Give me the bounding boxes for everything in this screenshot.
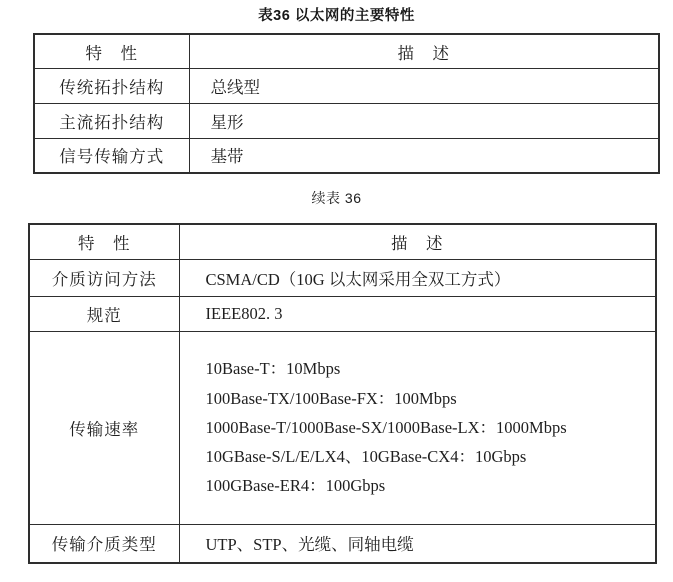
- table1-row1-feature: 传统拓扑结构: [34, 69, 189, 104]
- table1-row2-description: 星形: [189, 103, 659, 138]
- table1-row1-description: 总线型: [189, 69, 659, 104]
- table1-row3-description: 基带: [189, 138, 659, 173]
- ethernet-features-table-part1: [33, 33, 660, 174]
- table-title: 表36 以太网的主要特性: [258, 8, 415, 24]
- ethernet-features-table-part2: [28, 223, 657, 564]
- table2-feature-header: 特 性: [29, 224, 179, 259]
- table2-row2-description: IEEE802. 3: [179, 296, 656, 331]
- table-row: [29, 331, 656, 524]
- table-row: [34, 138, 659, 173]
- table2-description-header: 描 述: [179, 224, 656, 259]
- speed-line-10base: 10Base-T：10Mbps: [205, 359, 341, 379]
- table2-row4-description: UTP、STP、光缆、同轴电缆: [179, 524, 656, 563]
- table1-description-header: 描 述: [189, 34, 659, 69]
- table-row: [34, 69, 659, 104]
- table2-row2-feature: 规范: [29, 296, 179, 331]
- speed-line-100gbase: 100GBase-ER4：100Gbps: [205, 476, 386, 496]
- table2-row1-feature: 介质访问方法: [29, 259, 179, 296]
- speed-line-100base: 100Base-TX/100Base-FX：100Mbps: [205, 388, 457, 408]
- table2-row4-feature: 传输介质类型: [29, 524, 179, 563]
- table1-feature-header: 特 性: [34, 34, 189, 69]
- speed-line-1000base: 1000Base-T/1000Base-SX/1000Base-LX：1000Mbps: [205, 417, 567, 437]
- table1-header-row: [34, 34, 659, 69]
- transmission-rate-lines: [206, 354, 656, 500]
- table-row: [34, 103, 659, 138]
- continued-table-caption: 续表 36: [311, 190, 362, 206]
- table1-row2-feature: 主流拓扑结构: [34, 103, 189, 138]
- speed-line-10gbase: 10GBase-S/L/E/LX4、10GBase-CX4：10Gbps: [205, 447, 527, 467]
- table2-header-row: [29, 224, 656, 259]
- table1-row3-feature: 信号传输方式: [34, 138, 189, 173]
- table2-row3-description: [179, 331, 656, 524]
- table2-row3-feature: 传输速率: [29, 331, 179, 524]
- table-row: [29, 524, 656, 563]
- table-row: [29, 296, 656, 331]
- table2-row1-description: CSMA/CD（10G 以太网采用全双工方式）: [179, 259, 656, 296]
- table-row: [29, 259, 656, 296]
